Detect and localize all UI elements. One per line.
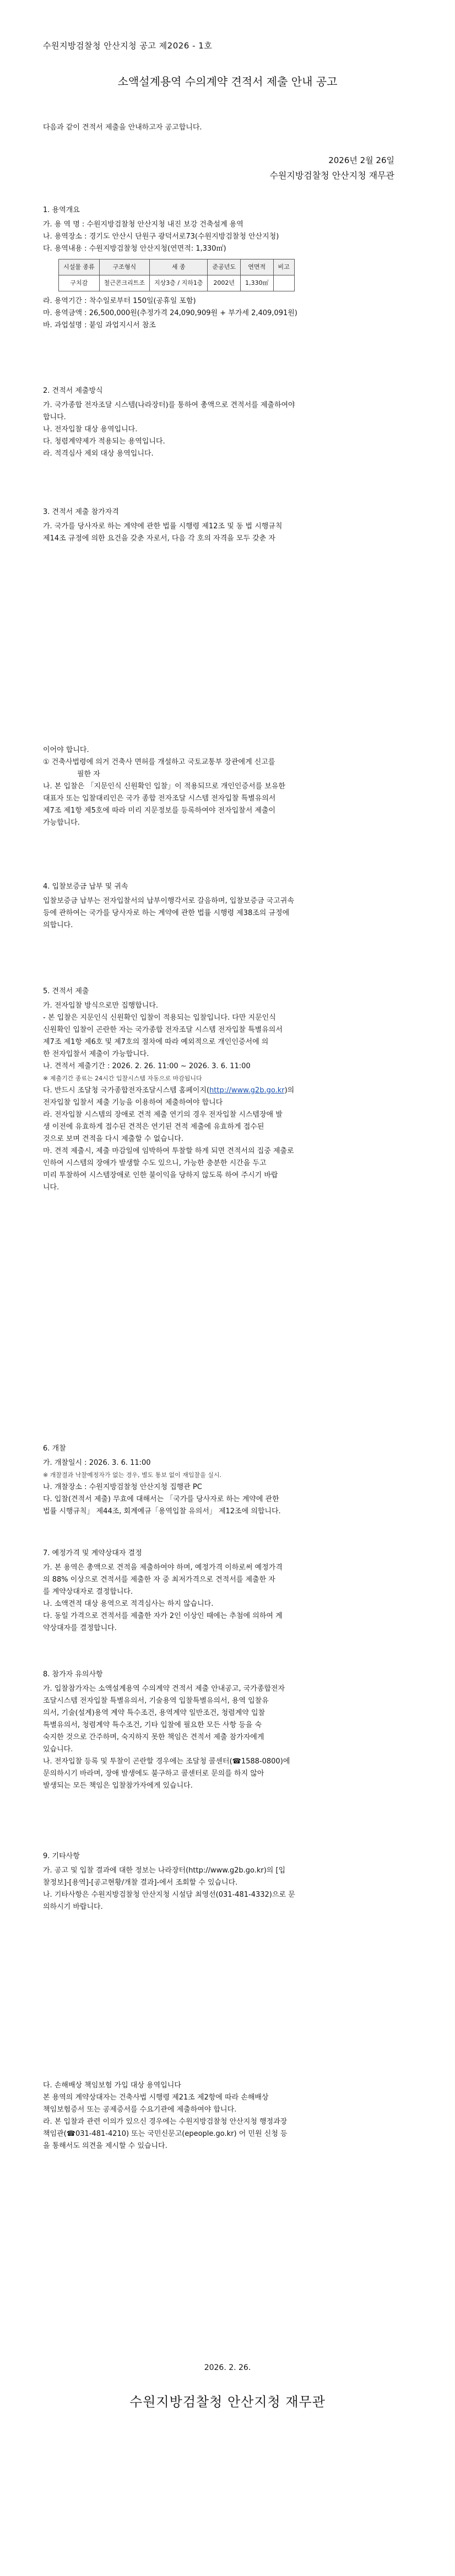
method-line: 다. 청렴계약제가 적용되는 용역입니다. (43, 437, 165, 446)
eligibility-line: 대표자 또는 입찰대리인은 국가 종합 전자조달 시스템 전자입찰 특별유의서 (43, 794, 276, 803)
decision-line: 의 88% 이상으로 견적서를 제출한 자 중 최저가격으로 견적서를 제출한 자 (43, 1576, 275, 1584)
deposit-line: 등에 관하여는 국가를 당사자로 하는 계약에 관한 법률 시행령 제38조의 규정에 (43, 909, 290, 917)
submission-line: 가. 전자입찰 방식으로만 집행합니다. (43, 1002, 159, 1010)
section-eligibility (43, 507, 407, 830)
building-table (58, 259, 295, 291)
notes-line: 의서, 기술(설계)용역 계약 특수조건, 용역계약 일반조건, 청렴계약 입찰 (43, 1709, 266, 1717)
table-header-cell: 세 종 (150, 259, 208, 275)
section-heading: 2. 견적서 제출방식 (43, 387, 103, 395)
notes-line: 있습니다. (43, 1745, 73, 1754)
table-header-row (59, 259, 295, 275)
eligibility-line: 제7조 제1항 제5호에 따라 미리 지문정보를 등록하여야 전자입찰서 제출이 (43, 807, 276, 815)
notice-date: 2026년 2월 26일 (328, 155, 394, 165)
section-deposit (43, 881, 407, 932)
g2b-link[interactable]: http://www.g2b.go.kr (209, 1086, 285, 1095)
deposit-line: 입찰보증금 납부는 전자입찰서의 납부이행각서로 갈음하며, 입찰보증금 국고귀속 (43, 897, 294, 905)
overview-line: 가. 용 역 명 : 수원지방검찰청 안산지청 내진 보강 건축설계 용역 (43, 220, 243, 229)
opening-line: 다. 입찰(견적서 제출) 무효에 대해서는 「국가를 당사자로 하는 계약에 관한 (43, 1495, 279, 1503)
decision-line: 다. 동일 가격으로 견적서를 제출한 자가 2인 이상인 때에는 추첨에 의하여 계 (43, 1612, 283, 1620)
footer-issuer: 수원지방검찰청 안산지청 재무관 (129, 2394, 326, 2410)
intro-text: 다음과 같이 견적서 제출을 안내하고자 공고합니다. (43, 123, 202, 132)
page-title: 소액설계용역 수의계약 견적서 제출 안내 공고 (117, 75, 338, 88)
notes-line: 숙지한 것으로 간주하며, 숙지하지 못한 책임은 견적서 제출 참가자에게 (43, 1733, 264, 1741)
table-row (59, 275, 295, 291)
section-heading: 8. 참가자 유의사항 (43, 1670, 103, 1679)
overview-line: 다. 용역내용 : 수원지방검찰청 안산지청(연면적: 1,330㎡) (43, 245, 226, 253)
other-line: 본 용역의 계약상대자는 건축사법 시행령 제21조 제2항에 따라 손해배상 (43, 2093, 269, 2102)
section-heading: 3. 견적서 제출 참가자격 (43, 508, 119, 516)
notice-issuer: 수원지방검찰청 안산지청 재무관 (269, 170, 394, 181)
decision-line: 가. 본 용역은 총액으로 견적을 제출하여야 하며, 예정가격 이하로써 예정가격 (43, 1563, 283, 1572)
footer-date: 2026. 2. 26. (204, 2363, 251, 2372)
section-opening (43, 1443, 407, 1518)
submission-note: ※ 제출기간 종료는 24시간 입찰시스템 자동으로 마감됩니다 (43, 1075, 202, 1082)
section-submission-method (43, 386, 407, 461)
overview-line: 바. 과업설명 : 붙임 과업지시서 참조 (43, 321, 156, 329)
submission-line: 마. 견적 제출시, 제출 마감일에 임박하여 투찰할 하게 되면 견적서의 집중 제출로 (43, 1147, 294, 1155)
section-project-overview (43, 205, 407, 332)
other-line: 다. 손해배상 책임보험 가입 대상 용역입니다 (43, 2081, 181, 2090)
eligibility-line: 가능합니다. (43, 819, 80, 827)
table-cell: 구치감 (59, 275, 100, 291)
submission-text: )의 (284, 1086, 295, 1095)
eligibility-line: 이어야 합니다. (43, 746, 89, 754)
method-line: 가. 국가종합 전자조달 시스템(나라장터)를 통하여 총액으로 견적서를 제출하여야 (43, 401, 295, 409)
decision-line: 나. 소액견적 대상 용역으로 적격심사는 하지 않습니다. (43, 1600, 214, 1608)
submission-line: 전자입찰 입찰서 제출 기능을 이용하여 제출하여야 합니다 (43, 1098, 223, 1107)
submission-line: 것으로 보며 견적을 다시 제출할 수 없습니다. (43, 1135, 183, 1143)
submission-period: 나. 견적서 제출기간 : 2026. 2. 26. 11:00 ~ 2026. 3. 6. 11:00 (43, 1062, 251, 1070)
opening-line: 법률 시행규칙」 제44조, 회계예규「용역입찰 유의서」 제12조에 의합니다. (43, 1507, 281, 1516)
method-line: 나. 전자입찰 대상 용역입니다. (43, 425, 138, 434)
table-header-cell: 비고 (273, 259, 294, 275)
submission-text: 다. 반드시 조달청 국가종합전자조달시스템 홈페이지( (43, 1086, 210, 1095)
eligibility-line: 나. 본 입찰은 「지문인식 신원확인 입찰」이 적용되므로 개인인증서를 보유한 (43, 782, 285, 791)
submission-line: 제7조 제1항 제6호 및 제7호의 절차에 따라 예외적으로 개인인증서에 의 (43, 1038, 269, 1046)
section-quote-submission (43, 986, 407, 1194)
section-heading: 9. 기타사항 (43, 1852, 80, 1860)
document-number: 수원지방검찰청 안산지청 공고 제2026 - 1호 (43, 41, 213, 51)
submission-line: 라. 전자입찰 시스템의 장애로 견적 제출 연기의 경우 전자입찰 시스템장애 발 (43, 1111, 283, 1119)
table-cell (273, 275, 294, 291)
submission-line: - 본 입찰은 지문인식 신원확인 입찰이 적용되는 입찰입니다. 다만 지문인식 (43, 1014, 276, 1022)
table-header-cell: 준공년도 (208, 259, 241, 275)
section-heading: 4. 입찰보증금 납부 및 귀속 (43, 883, 128, 891)
method-line: 라. 적격심사 제외 대상 용역입니다. (43, 450, 154, 458)
table-header-cell: 시설물 종류 (59, 259, 100, 275)
notes-line: 문의하시기 바라며, 장애 발생에도 불구하고 콜센터로 문의를 하지 않아 (43, 1769, 264, 1778)
notes-line: 나. 전자입찰 등록 및 투찰이 곤란할 경우에는 조달청 콜센터(☎1588-0800)에 (43, 1757, 290, 1766)
notes-line: 조달시스템 전자입찰 특별유의서, 기술용역 입찰특별유의서, 용역 입찰유 (43, 1697, 269, 1705)
other-line: 의하시기 바랍니다. (43, 1903, 103, 1911)
table-header-cell: 구조형식 (99, 259, 149, 275)
section-heading: 5. 견적서 제출 (43, 987, 89, 995)
submission-line: 생 이전에 유효하게 접수된 견적은 연기된 견적 제출에 유효하게 접수된 (43, 1123, 264, 1131)
other-line: 을 통해서도 의견을 제시할 수 있습니다. (43, 2142, 167, 2150)
other-line: 책임관(☎031-481-4210) 또는 국민신문고(epeople.go.kr) 어 민원 신청 등 (43, 2130, 288, 2138)
submission-line: 신원확인 입찰이 곤란한 자는 국가종합 전자조달 시스템 전자입찰 특별유의서 (43, 1026, 283, 1034)
other-line: 나. 기타사항은 수원지방검찰청 안산지청 시설담 최영선(031-481-4332)으로 문 (43, 1891, 295, 1899)
notes-line: 특별유의서, 청렴계약 특수조건, 기타 입찰에 필요한 모든 사항 등을 숙 (43, 1721, 262, 1729)
overview-line: 나. 용역장소 : 경기도 안산시 단원구 광덕서로73(수원지방검찰청 안산지청) (43, 232, 279, 241)
overview-line: 라. 용역기간 : 착수일로부터 150일(공휴일 포함) (43, 297, 196, 305)
eligibility-line: 필한 자 (77, 770, 100, 778)
table-cell: 1,330㎡ (241, 275, 274, 291)
other-line: 찰정보]-[용역]-[공고현황/개찰 결과]-에서 조회할 수 있습니다. (43, 1879, 238, 1887)
eligibility-line: 가. 국가를 당사자로 하는 계약에 관한 법률 시행령 제12조 및 동 법 시행규칙 (43, 522, 283, 531)
submission-line (43, 1085, 407, 1096)
submission-line: 인하여 시스템의 장애가 발생할 수도 있으니, 가능한 충분한 시간을 두고 (43, 1159, 267, 1167)
section-other (43, 1851, 407, 2153)
other-line: 책임보험증서 또는 공제증서를 수요기관에 제출하여야 합니다. (43, 2106, 237, 2114)
deposit-line: 의합니다. (43, 921, 73, 929)
section-heading: 6. 개찰 (43, 1444, 66, 1453)
table-header-cell: 연면적 (241, 259, 274, 275)
table-cell: 철근콘크리트조 (99, 275, 149, 291)
opening-line: 나. 개찰장소 : 수원지방검찰청 안산지청 집행관 PC (43, 1483, 202, 1491)
eligibility-line: 제14조 규정에 의한 요건을 갖춘 자로서, 다음 각 호의 자격을 모두 갖춘 자 (43, 534, 275, 543)
table-cell: 지상3층 / 지하1층 (150, 275, 208, 291)
section-heading: 7. 예정가격 및 계약상대자 결정 (43, 1549, 142, 1557)
section-price-decision (43, 1548, 407, 1635)
submission-line: 한 전자입찰서 제출이 가능합니다. (43, 1050, 149, 1058)
opening-date: 가. 개찰일시 : 2026. 3. 6. 11:00 (43, 1459, 151, 1467)
eligibility-line: ① 건축사법령에 의거 건축사 면허를 개설하고 국토교통부 장관에게 신고를 (43, 758, 275, 766)
method-line: 합니다. (43, 413, 66, 421)
section-participant-notes (43, 1669, 407, 1793)
other-line: 가. 공고 및 입찰 결과에 대한 정보는 나라장터(http://www.g2b.go.kr)의 [입 (43, 1866, 286, 1875)
submission-line: 미리 투찰하여 시스템장애로 인한 불이익을 당하지 않도록 하여 주시기 바랍 (43, 1171, 278, 1179)
decision-line: 를 계약상대자로 결정합니다. (43, 1588, 133, 1596)
notes-line: 가. 입찰참가자는 소액설계용역 수의계약 견적서 제출 안내공고, 국가종합전자 (43, 1685, 285, 1693)
notes-line: 발생되는 모든 책임은 입찰참가자에게 있습니다. (43, 1782, 193, 1790)
other-line: 라. 본 입찰과 관련 이의가 있으신 경우에는 수원지방검찰청 안산지청 행정과장 (43, 2118, 288, 2126)
opening-note: ※ 개찰결과 낙찰예정자가 없는 경우, 별도 통보 없이 재입찰을 실시. (43, 1471, 221, 1479)
table-cell: 2002년 (208, 275, 241, 291)
decision-line: 약상대자를 결정합니다. (43, 1624, 117, 1632)
submission-line: 니다. (43, 1183, 59, 1192)
overview-line: 마. 용역금액 : 26,500,000원(추정가격 24,090,909원 + 부가세 2,409,091원) (43, 309, 297, 317)
section-heading: 1. 용역개요 (43, 206, 80, 214)
